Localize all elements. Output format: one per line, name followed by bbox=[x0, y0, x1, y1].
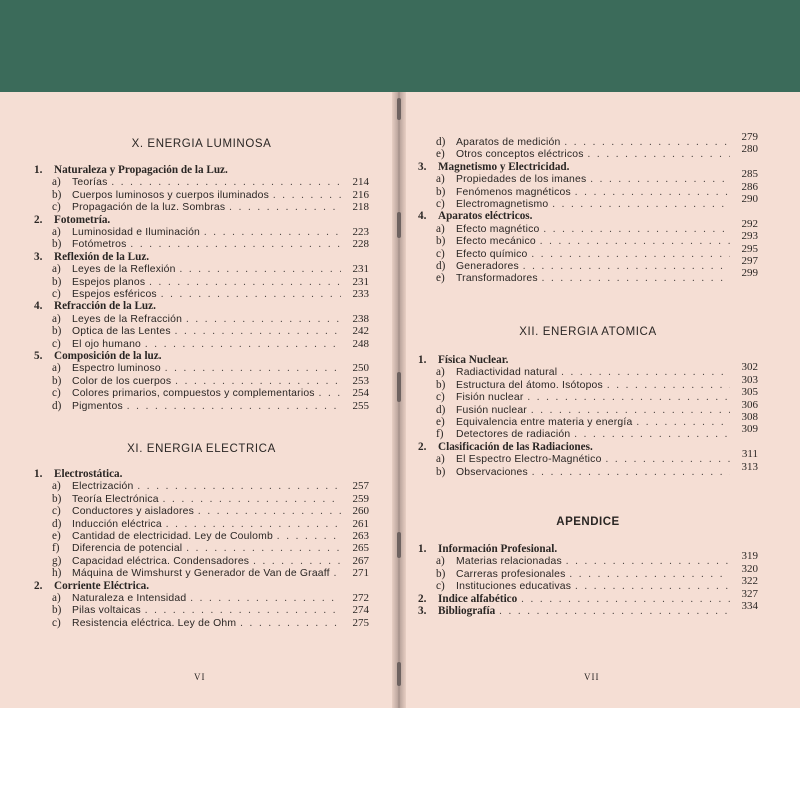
entry-label: Diferencia de potencial bbox=[72, 543, 183, 555]
entry-number: 1. bbox=[418, 543, 427, 555]
entry-label: Electromagnetismo bbox=[456, 199, 549, 210]
toc-entry bbox=[34, 387, 369, 400]
background-green-surface bbox=[0, 0, 800, 94]
toc-entry bbox=[418, 575, 758, 593]
page-number: 272 bbox=[352, 592, 369, 604]
entry-label: Fotómetros bbox=[72, 239, 127, 251]
dot-leader bbox=[277, 530, 341, 543]
entry-label: Estructura del átomo. Isótopos bbox=[456, 379, 603, 391]
dot-leader bbox=[588, 148, 730, 161]
entry-number: a) bbox=[52, 480, 61, 493]
dot-leader bbox=[138, 480, 341, 493]
page-number: 260 bbox=[352, 505, 369, 518]
entry-label: El Espectro Electro-Magnético bbox=[456, 454, 602, 466]
dot-leader bbox=[145, 604, 341, 617]
entry-label: Pilas voltaicas bbox=[72, 605, 141, 617]
dot-leader bbox=[607, 379, 730, 392]
page-number: 254 bbox=[352, 387, 369, 400]
toc-entry bbox=[34, 567, 369, 580]
entry-label: Física Nuclear. bbox=[438, 354, 509, 366]
entry-label: Resistencia eléctrica. Ley de Ohm bbox=[72, 617, 237, 629]
entry-number: a) bbox=[52, 362, 61, 375]
toc-heading bbox=[34, 300, 369, 313]
dot-leader bbox=[521, 593, 730, 606]
toc-entry bbox=[418, 143, 758, 161]
toc-entry bbox=[34, 555, 369, 568]
entry-number: e) bbox=[52, 530, 61, 542]
entry-number: c) bbox=[52, 505, 61, 518]
entry-label: Electrización bbox=[72, 481, 134, 493]
toc-entry bbox=[34, 480, 369, 493]
dot-leader bbox=[499, 605, 730, 618]
entry-label: Efecto magnético bbox=[456, 223, 540, 235]
toc-heading bbox=[418, 161, 758, 174]
entry-number: 4. bbox=[34, 300, 43, 313]
entry-number: h) bbox=[52, 567, 62, 580]
binding-stitch bbox=[397, 212, 401, 238]
page-number: 319 bbox=[741, 550, 758, 563]
entry-number: 2. bbox=[34, 579, 43, 592]
toc-entry bbox=[34, 493, 369, 506]
toc-entry bbox=[34, 617, 369, 630]
entry-label: Máquina de Wimshurst y Generador de Van de Graaff bbox=[72, 568, 330, 580]
entry-number: c) bbox=[436, 391, 445, 404]
page-number: 309 bbox=[741, 423, 758, 436]
page-number: 267 bbox=[352, 554, 369, 567]
page-number: 290 bbox=[741, 193, 758, 205]
dot-leader bbox=[532, 466, 730, 479]
entry-label: Transformadores bbox=[456, 273, 538, 285]
dot-leader bbox=[253, 555, 341, 568]
page-number: 265 bbox=[352, 542, 369, 555]
toc-entry bbox=[34, 400, 369, 413]
dot-leader bbox=[186, 542, 341, 555]
toc-entry bbox=[34, 518, 369, 531]
entry-label: Conductores y aisladores bbox=[72, 506, 195, 518]
toc-entry bbox=[418, 448, 758, 466]
entry-label: Observaciones bbox=[456, 466, 528, 478]
page-number: 327 bbox=[741, 587, 758, 600]
entry-number: 2. bbox=[418, 592, 427, 605]
toc-entry bbox=[418, 193, 758, 211]
dot-leader bbox=[163, 493, 341, 506]
toc-heading bbox=[34, 580, 369, 593]
entry-number: a) bbox=[52, 592, 61, 604]
section-title: XI. ENERGIA ELECTRICA bbox=[127, 443, 276, 455]
dot-leader bbox=[111, 176, 341, 189]
entry-number: b) bbox=[52, 492, 62, 505]
entry-label: Reflexión de la Luz. bbox=[54, 250, 150, 263]
dot-leader bbox=[552, 198, 730, 211]
entry-number: f) bbox=[52, 542, 60, 555]
toc-heading bbox=[418, 600, 758, 618]
entry-label: Corriente Eléctrica. bbox=[54, 579, 150, 592]
entry-label: Instituciones educativas bbox=[456, 581, 572, 593]
toc-entry bbox=[34, 375, 369, 388]
dot-leader bbox=[575, 580, 730, 593]
page-number: 293 bbox=[741, 230, 758, 243]
toc-entry bbox=[34, 542, 369, 555]
entry-label: Espejos esféricos bbox=[72, 289, 157, 300]
toc-heading bbox=[418, 543, 758, 556]
dot-leader bbox=[523, 260, 730, 273]
toc-entry bbox=[34, 276, 369, 289]
entry-label: Fenómenos magnéticos bbox=[456, 186, 571, 198]
dot-leader bbox=[531, 404, 730, 417]
page-number: 302 bbox=[741, 361, 758, 374]
page-number: 248 bbox=[352, 337, 369, 350]
page-number: 228 bbox=[352, 238, 369, 251]
entry-number: a) bbox=[436, 555, 445, 568]
toc-heading bbox=[418, 210, 758, 223]
entry-label: Carreras profesionales bbox=[456, 568, 566, 580]
entry-label: Optica de las Lentes bbox=[72, 326, 171, 338]
entry-number: 1. bbox=[34, 468, 43, 480]
entry-number: e) bbox=[436, 272, 445, 285]
dot-leader bbox=[204, 226, 341, 239]
page-number: 299 bbox=[741, 267, 758, 280]
entry-label: Espectro luminoso bbox=[72, 363, 161, 375]
entry-number: b) bbox=[436, 567, 446, 580]
dot-leader bbox=[566, 555, 730, 568]
page-number: 250 bbox=[352, 362, 369, 375]
entry-label: Generadores bbox=[456, 261, 519, 272]
entry-number: a) bbox=[436, 366, 445, 379]
entry-label: Fusión nuclear bbox=[456, 404, 527, 416]
dot-leader bbox=[565, 136, 730, 149]
dot-leader bbox=[570, 568, 730, 581]
entry-label: Bibliografía bbox=[438, 605, 496, 617]
dot-leader bbox=[542, 272, 730, 285]
entry-number: b) bbox=[436, 465, 446, 478]
entry-number: a) bbox=[436, 453, 445, 466]
dot-leader bbox=[165, 362, 341, 375]
entry-label: Aparatos eléctricos. bbox=[438, 210, 533, 223]
entry-number: e) bbox=[436, 416, 445, 428]
page-number: 285 bbox=[741, 168, 758, 181]
entry-number: b) bbox=[436, 235, 446, 248]
entry-label: El ojo humano bbox=[72, 338, 142, 350]
toc-heading bbox=[34, 251, 369, 264]
right-page bbox=[402, 92, 800, 708]
binding-stitch bbox=[397, 372, 401, 402]
page-number: 218 bbox=[352, 201, 369, 214]
entry-number: b) bbox=[52, 374, 62, 387]
dot-leader bbox=[273, 189, 341, 202]
entry-label: Equivalencia entre materia y energía bbox=[456, 417, 633, 428]
toc-entry bbox=[418, 131, 758, 149]
toc-heading bbox=[34, 164, 369, 177]
dot-leader bbox=[540, 235, 730, 248]
page-number: 223 bbox=[352, 226, 369, 238]
dot-leader bbox=[561, 366, 730, 379]
entry-label: Capacidad eléctrica. Condensadores bbox=[72, 555, 250, 567]
page-number: 280 bbox=[741, 143, 758, 156]
toc-entry bbox=[34, 201, 369, 214]
entry-number: a) bbox=[52, 263, 61, 276]
dot-leader bbox=[574, 428, 730, 441]
page-number: 231 bbox=[352, 275, 369, 288]
toc-entry bbox=[34, 226, 369, 239]
page-number: 253 bbox=[352, 374, 369, 387]
entry-number: 1. bbox=[34, 164, 43, 176]
dot-leader bbox=[606, 453, 730, 466]
entry-label: Radiactividad natural bbox=[456, 367, 558, 379]
toc-entry bbox=[34, 592, 369, 605]
entry-label: Fotometría. bbox=[54, 213, 111, 226]
toc-heading bbox=[418, 441, 758, 454]
entry-number: 1. bbox=[418, 354, 427, 366]
entry-label: Detectores de radiación bbox=[456, 429, 571, 441]
entry-number: c) bbox=[52, 337, 61, 350]
entry-number: a) bbox=[52, 226, 61, 238]
dot-leader bbox=[180, 263, 341, 276]
toc-heading bbox=[34, 350, 369, 363]
section-title: X. ENERGIA LUMINOSA bbox=[131, 138, 272, 150]
entry-number: d) bbox=[52, 399, 62, 412]
toc-heading bbox=[34, 468, 369, 481]
toc-entry bbox=[34, 176, 369, 189]
entry-number: d) bbox=[436, 260, 446, 272]
toc-entry bbox=[34, 530, 369, 543]
entry-label: Clasificación de las Radiaciones. bbox=[438, 440, 593, 453]
page-number: 292 bbox=[741, 217, 758, 230]
entry-label: Magnetismo y Electricidad. bbox=[438, 160, 570, 173]
toc-entry bbox=[34, 288, 369, 301]
toc-entry bbox=[418, 230, 758, 248]
page-folio: VI bbox=[194, 672, 206, 682]
entry-number: c) bbox=[436, 580, 445, 593]
toc-entry bbox=[418, 361, 758, 379]
toc-heading bbox=[34, 214, 369, 227]
dot-leader bbox=[229, 201, 341, 214]
entry-label: Teorías bbox=[72, 177, 108, 189]
entry-number: c) bbox=[52, 201, 61, 214]
entry-label: Otros conceptos eléctricos bbox=[456, 149, 584, 161]
section-title: APENDICE bbox=[556, 516, 620, 528]
entry-label: Efecto químico bbox=[456, 248, 528, 260]
page-number: 313 bbox=[741, 460, 758, 473]
entry-label: Cuerpos luminosos y cuerpos iluminados bbox=[72, 189, 270, 201]
dot-leader bbox=[161, 288, 341, 301]
entry-number: b) bbox=[436, 378, 446, 391]
toc-entry bbox=[418, 423, 758, 441]
toc-entry bbox=[34, 263, 369, 276]
toc-entry bbox=[418, 255, 758, 273]
dot-leader bbox=[127, 400, 341, 413]
entry-label: Información Profesional. bbox=[438, 543, 558, 555]
entry-number: a) bbox=[436, 173, 445, 186]
toc-entry bbox=[418, 217, 758, 236]
page-number: 261 bbox=[352, 517, 369, 530]
dot-leader bbox=[636, 416, 730, 429]
dot-leader bbox=[175, 325, 341, 338]
entry-number: d) bbox=[436, 403, 446, 416]
dot-leader bbox=[190, 592, 341, 605]
dot-leader bbox=[334, 567, 341, 580]
entry-label: Luminosidad e Iluminación bbox=[72, 227, 201, 238]
open-book bbox=[0, 92, 800, 708]
entry-label: Composición de la luz. bbox=[54, 350, 162, 362]
entry-label: Efecto mecánico bbox=[456, 236, 536, 248]
dot-leader bbox=[131, 238, 341, 251]
entry-number: b) bbox=[52, 238, 62, 251]
binding-stitch bbox=[397, 662, 401, 686]
entry-label: Pigmentos bbox=[72, 400, 123, 412]
toc-entry bbox=[34, 238, 369, 251]
dot-leader bbox=[543, 223, 730, 236]
entry-number: b) bbox=[52, 188, 62, 201]
page-number: 214 bbox=[352, 176, 369, 189]
page-number: 271 bbox=[352, 567, 369, 580]
entry-number: c) bbox=[52, 616, 61, 629]
entry-number: 4. bbox=[418, 210, 427, 223]
page-number: 303 bbox=[741, 373, 758, 386]
page-number: 263 bbox=[352, 530, 369, 542]
toc-entry bbox=[418, 411, 758, 429]
dot-leader bbox=[166, 518, 341, 531]
entry-number: b) bbox=[52, 275, 62, 288]
entry-number: g) bbox=[52, 554, 62, 567]
entry-number: a) bbox=[436, 222, 445, 235]
toc-entry bbox=[418, 550, 758, 568]
page-number: 257 bbox=[352, 480, 369, 493]
entry-label: Naturaleza e Intensidad bbox=[72, 593, 187, 604]
dot-leader bbox=[145, 338, 341, 351]
entry-number: 3. bbox=[34, 250, 43, 263]
dot-leader bbox=[319, 387, 341, 400]
entry-label: Leyes de la Reflexión bbox=[72, 264, 176, 276]
toc-entry bbox=[34, 505, 369, 518]
entry-number: c) bbox=[436, 247, 445, 260]
entry-label: Fisión nuclear bbox=[456, 392, 524, 404]
entry-label: Materias relacionadas bbox=[456, 556, 562, 568]
entry-number: a) bbox=[52, 312, 61, 325]
entry-label: Naturaleza y Propagación de la Luz. bbox=[54, 164, 228, 176]
binding-stitch bbox=[397, 532, 401, 558]
page-number: 308 bbox=[741, 411, 758, 423]
entry-number: f) bbox=[436, 428, 444, 441]
entry-label: Leyes de la Refracción bbox=[72, 313, 183, 325]
entry-label: Espejos planos bbox=[72, 276, 146, 288]
entry-number: e) bbox=[436, 148, 445, 161]
entry-label: Propiedades de los imanes bbox=[456, 174, 587, 186]
page-number: 306 bbox=[741, 398, 758, 411]
left-page bbox=[0, 92, 396, 708]
page-number: 320 bbox=[741, 562, 758, 575]
entry-number: 3. bbox=[418, 605, 427, 617]
toc-entry bbox=[34, 313, 369, 326]
toc-entry bbox=[418, 267, 758, 285]
page-number: 305 bbox=[741, 386, 758, 399]
entry-label: Color de los cuerpos bbox=[72, 375, 172, 387]
entry-number: b) bbox=[436, 185, 446, 198]
toc-entry bbox=[34, 362, 369, 375]
section-title: XII. ENERGIA ATOMICA bbox=[519, 326, 657, 338]
page-number: 275 bbox=[352, 616, 369, 629]
entry-number: 3. bbox=[418, 160, 427, 173]
toc-entry bbox=[418, 168, 758, 186]
entry-number: b) bbox=[52, 325, 62, 338]
dot-leader bbox=[186, 313, 341, 326]
page-number: 274 bbox=[352, 604, 369, 617]
binding-stitch bbox=[397, 98, 401, 120]
dot-leader bbox=[149, 276, 341, 289]
page-number: 311 bbox=[741, 448, 758, 461]
entry-number: d) bbox=[52, 517, 62, 530]
entry-label: Indice alfabético bbox=[438, 592, 518, 605]
dot-leader bbox=[590, 173, 730, 186]
dot-leader bbox=[198, 505, 341, 518]
entry-label: Cantidad de electricidad. Ley de Coulomb bbox=[72, 531, 273, 542]
page-number: 259 bbox=[352, 492, 369, 505]
entry-number: b) bbox=[52, 604, 62, 617]
page-number: 286 bbox=[741, 180, 758, 193]
entry-label: Colores primarios, compuestos y complementarios bbox=[72, 388, 315, 400]
entry-number: 5. bbox=[34, 350, 43, 362]
dot-leader bbox=[527, 391, 730, 404]
page-number: 238 bbox=[352, 312, 369, 325]
dot-leader bbox=[240, 617, 341, 630]
toc-heading bbox=[418, 354, 758, 367]
page-number: 231 bbox=[352, 263, 369, 276]
page-number: 216 bbox=[352, 188, 369, 201]
entry-label: Refracción de la Luz. bbox=[54, 300, 156, 313]
entry-number: c) bbox=[52, 288, 61, 300]
page-number: 322 bbox=[741, 575, 758, 588]
toc-entry bbox=[34, 338, 369, 351]
entry-number: 2. bbox=[34, 213, 43, 226]
entry-number: c) bbox=[436, 198, 445, 210]
entry-number: d) bbox=[436, 136, 446, 148]
toc-entry bbox=[418, 386, 758, 404]
entry-number: a) bbox=[52, 176, 61, 189]
page-number: 334 bbox=[741, 600, 758, 612]
entry-label: Teoría Electrónica bbox=[72, 493, 159, 505]
page-folio: VII bbox=[584, 672, 600, 682]
dot-leader bbox=[175, 375, 341, 388]
page-number: 242 bbox=[352, 325, 369, 338]
toc-entry bbox=[34, 189, 369, 202]
toc-entry bbox=[34, 325, 369, 338]
entry-number: 2. bbox=[418, 440, 427, 453]
entry-number: c) bbox=[52, 387, 61, 400]
dot-leader bbox=[532, 248, 730, 261]
page-number: 295 bbox=[741, 242, 758, 255]
page-number: 255 bbox=[352, 399, 369, 412]
toc-entry bbox=[34, 604, 369, 617]
page-number: 297 bbox=[741, 255, 758, 267]
page-number: 279 bbox=[741, 131, 758, 143]
entry-label: Electrostática. bbox=[54, 468, 123, 480]
entry-label: Inducción eléctrica bbox=[72, 518, 162, 530]
dot-leader bbox=[575, 186, 730, 199]
entry-label: Aparatos de medición bbox=[456, 137, 561, 148]
page-number: 233 bbox=[352, 288, 369, 300]
entry-label: Propagación de la luz. Sombras bbox=[72, 202, 226, 214]
